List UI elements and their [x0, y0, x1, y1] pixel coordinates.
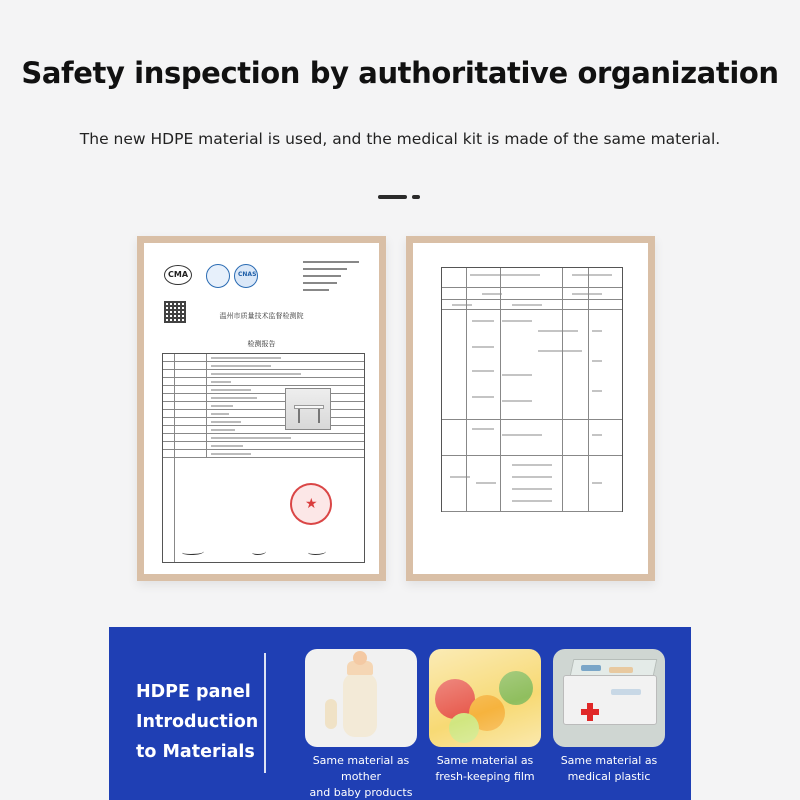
baby-bottle-icon — [305, 649, 417, 747]
form-row — [163, 370, 364, 378]
form-row — [163, 418, 364, 426]
banner-separator — [264, 653, 266, 773]
table-row — [442, 310, 622, 420]
certificate-id-lines — [303, 261, 363, 296]
material-caption-medical: Same material as medical plastic — [560, 754, 658, 783]
report-form-table — [162, 353, 365, 563]
table-row — [442, 300, 622, 310]
institute-name: 温州市质量技术监督检测院 — [219, 312, 304, 320]
signature-row — [162, 547, 365, 559]
page-subtitle: The new HDPE material is used, and the medical kit is made of the same material. — [79, 130, 721, 148]
official-red-stamp — [290, 483, 332, 525]
certificate-frame-left — [137, 236, 386, 581]
table-row — [442, 420, 622, 456]
form-row — [163, 354, 364, 362]
materials-banner — [109, 627, 691, 800]
cma-logo: CMA — [164, 265, 192, 285]
section-divider-short — [412, 195, 420, 199]
form-row — [163, 402, 364, 410]
form-row — [163, 386, 364, 394]
fresh-keeping-film-icon — [429, 649, 541, 747]
ilac-mra-logo — [206, 264, 230, 288]
form-row — [163, 442, 364, 450]
section-divider-long — [378, 195, 407, 199]
material-caption-baby: Same material as mother and baby products — [309, 754, 413, 799]
certificate-frame-right — [406, 236, 655, 581]
medical-kit-icon — [553, 649, 665, 747]
form-row — [163, 362, 364, 370]
certification-logos — [164, 263, 274, 289]
test-results-table — [441, 267, 623, 512]
inspection-report-page-2 — [413, 243, 648, 574]
sample-photo — [285, 388, 331, 430]
form-row — [163, 426, 364, 434]
banner-title: HDPE panel Introduction to Materials — [136, 682, 259, 762]
page-title: Safety inspection by authoritative organization — [21, 56, 779, 90]
table-header-row — [442, 268, 622, 288]
table-row — [442, 288, 622, 300]
form-row — [163, 434, 364, 442]
inspection-report-page-1 — [144, 243, 379, 574]
report-title: 检测报告 — [247, 340, 276, 348]
form-row — [163, 450, 364, 458]
form-row — [163, 394, 364, 402]
star-icon: ★ — [305, 496, 318, 512]
material-caption-film: Same material as fresh-keeping film — [435, 754, 535, 783]
form-row — [163, 378, 364, 386]
form-row — [163, 410, 364, 418]
cnas-label: CNAS — [238, 271, 257, 278]
table-row — [442, 456, 622, 512]
